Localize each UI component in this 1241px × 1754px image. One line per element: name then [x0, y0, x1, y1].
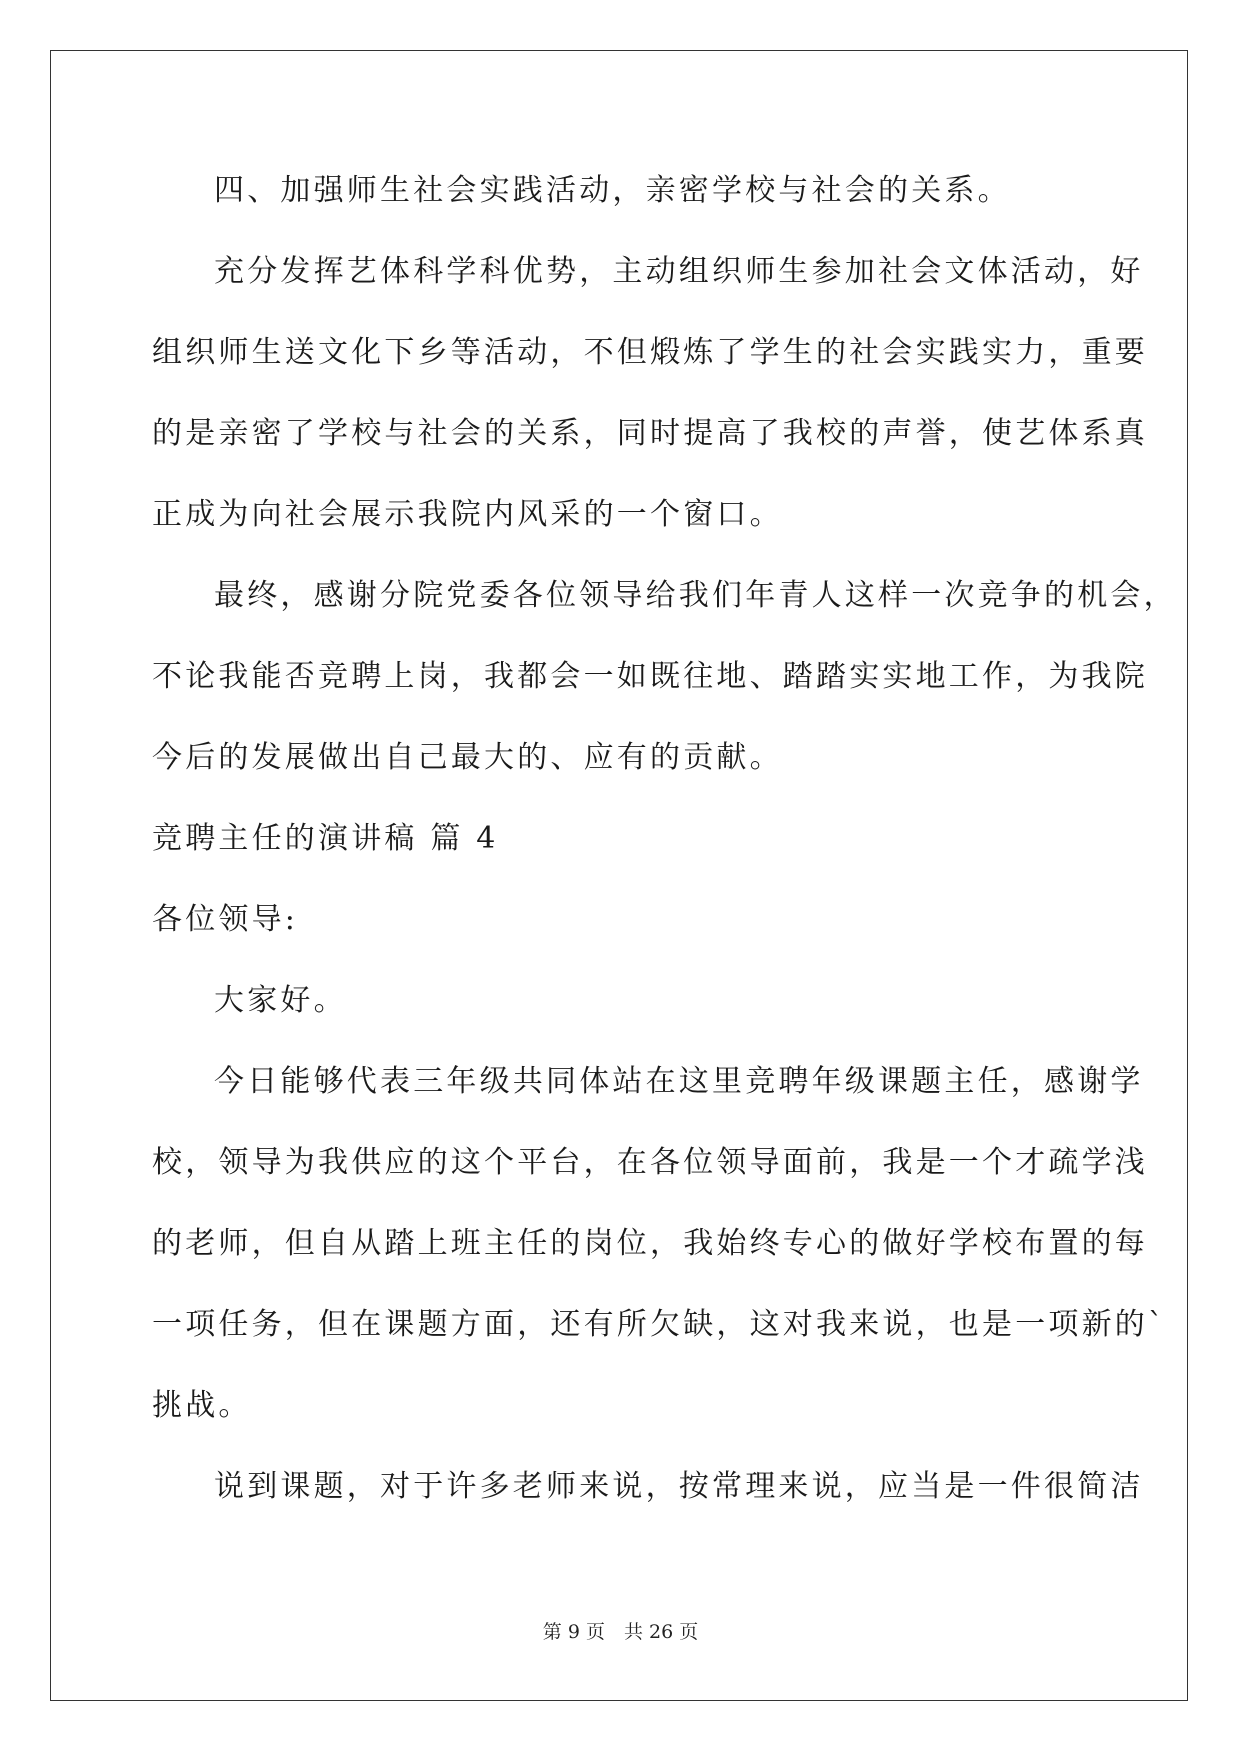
- paragraph-line: 充分发挥艺体科学科优势，主动组织师生参加社会文体活动，好: [214, 254, 1144, 289]
- paragraph-line: 今日能够代表三年级共同体站在这里竞聘年级课题主任，感谢学: [214, 1064, 1144, 1099]
- salutation: 各位领导:: [152, 902, 299, 937]
- paragraph-line: 组织师生送文化下乡等活动，不但煅炼了学生的社会实践实力，重要: [152, 335, 1148, 370]
- greeting: 大家好。: [214, 983, 347, 1018]
- paragraph-line: 的老师，但自从踏上班主任的岗位，我始终专心的做好学校布置的每: [152, 1226, 1148, 1261]
- paragraph-line: 一项任务，但在课题方面，还有所欠缺，这对我来说，也是一项新的`: [152, 1307, 1167, 1342]
- paragraph-line: 最终，感谢分院党委各位领导给我们年青人这样一次竞争的机会，: [214, 578, 1177, 613]
- document-body: [152, 150, 1177, 1527]
- paragraph-line: 挑战。: [152, 1388, 252, 1423]
- paragraph-line: 说到课题，对于许多老师来说，按常理来说，应当是一件很简洁: [214, 1469, 1144, 1504]
- paragraph-line: 校，领导为我供应的这个平台，在各位领导面前，我是一个才疏学浅: [152, 1145, 1148, 1180]
- article-title: 竞聘主任的演讲稿 篇 4: [152, 821, 499, 856]
- page-number-footer: 第 9 页 共 26 页: [542, 1621, 699, 1643]
- paragraph-line: 的是亲密了学校与社会的关系，同时提高了我校的声誉，使艺体系真: [152, 416, 1148, 451]
- paragraph-line: 不论我能否竞聘上岗，我都会一如既往地、踏踏实实地工作，为我院: [152, 659, 1148, 694]
- section-heading: 四、加强师生社会实践活动，亲密学校与社会的关系。: [214, 173, 1011, 208]
- paragraph-line: 今后的发展做出自己最大的、应有的贡献。: [152, 740, 783, 775]
- paragraph-line: 正成为向社会展示我院内风采的一个窗口。: [152, 497, 783, 532]
